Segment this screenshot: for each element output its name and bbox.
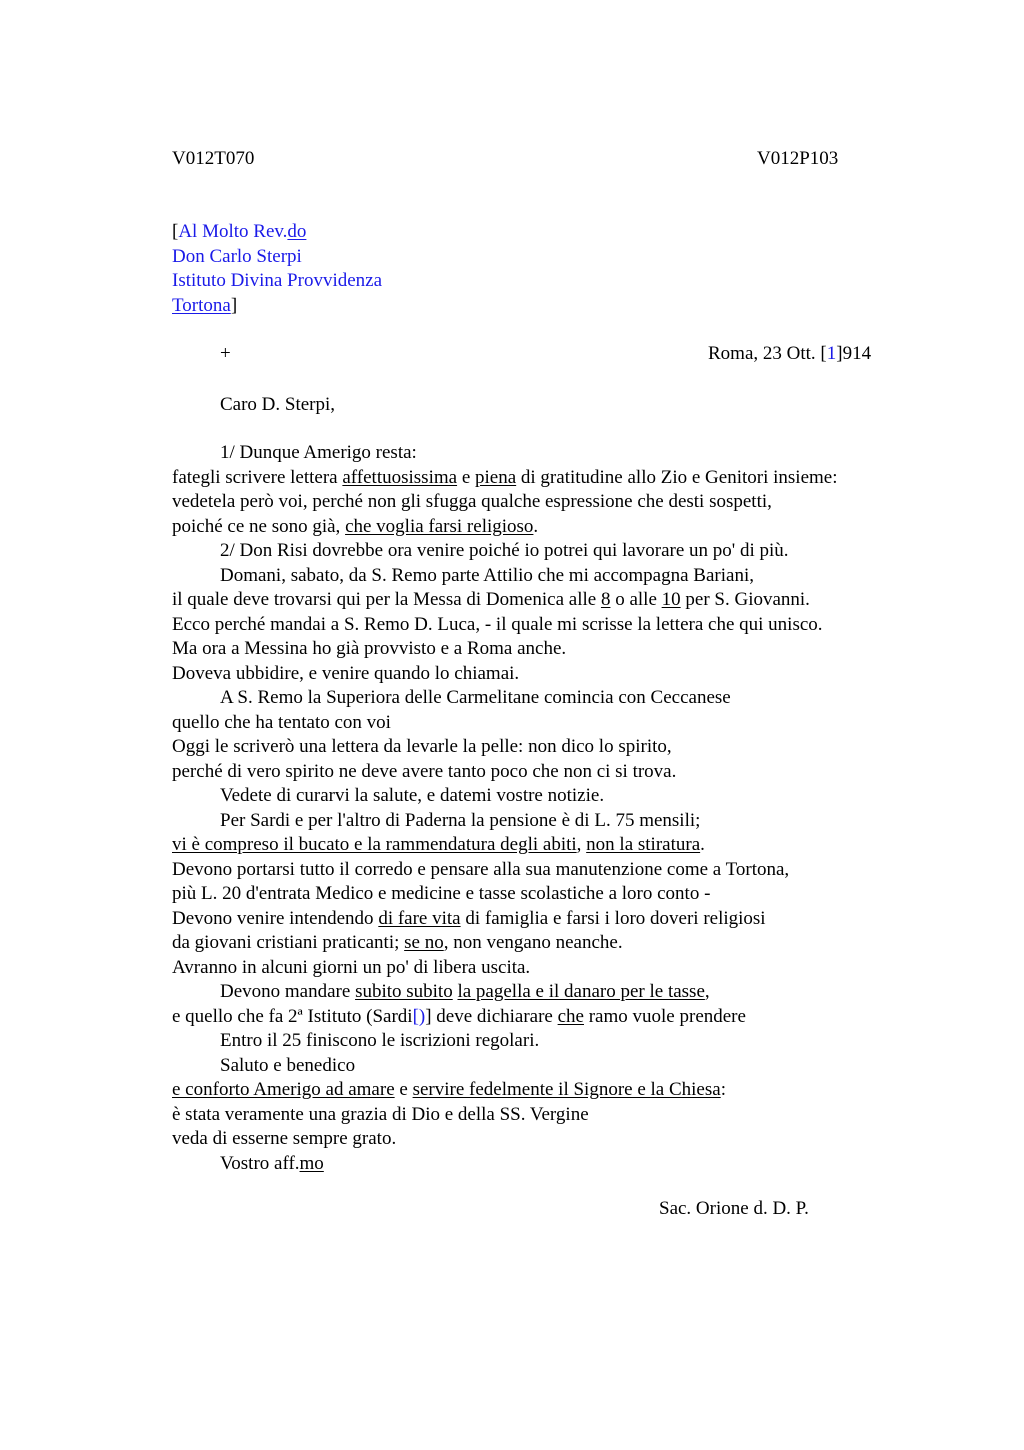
body-line: Entro il 25 finiscono le iscrizioni regolari. bbox=[220, 1030, 540, 1051]
body-line: vedetela però voi, perché non gli sfugga qualche espressione che desti sospetti, bbox=[172, 491, 772, 512]
body-line: Per Sardi e per l'altro di Paderna la pensione è di L. 75 mensili; bbox=[220, 809, 701, 831]
cross-symbol: + bbox=[220, 343, 231, 364]
signature: Sac. Orione d. D. P. bbox=[659, 1198, 809, 1219]
document-code-right: V012P103 bbox=[757, 148, 839, 169]
address-line-2: Don Carlo Sterpi bbox=[172, 245, 302, 267]
body-line: vi è compreso il bucato e la rammendatura degli abiti, non la stiratura. bbox=[172, 834, 705, 855]
body-line: veda di esserne sempre grato. bbox=[172, 1128, 397, 1149]
body-line: 1/ Dunque Amerigo resta: bbox=[220, 442, 417, 463]
address-line-3: Istituto Divina Provvidenza bbox=[172, 270, 383, 291]
body-line: Devono mandare subito subito la pagella e il danaro per le tasse, bbox=[220, 981, 710, 1002]
address-line-4: Tortona] bbox=[172, 294, 238, 316]
body-line: e conforto Amerigo ad amare e servire fedelmente il Signore e la Chiesa: bbox=[172, 1079, 726, 1100]
body-line: Saluto e benedico bbox=[220, 1054, 356, 1076]
body-line: Oggi le scriverò una lettera da levarle la pelle: non dico lo spirito, bbox=[172, 736, 672, 757]
body-line: poiché ce ne sono già, che voglia farsi religioso. bbox=[172, 515, 539, 537]
body-line: Avranno in alcuni giorni un po' di libera uscita. bbox=[172, 956, 531, 978]
body-line: quello che ha tentato con voi bbox=[172, 711, 391, 733]
address-line-1: [Al Molto Rev.do bbox=[172, 221, 307, 242]
body-line: da giovani cristiani praticanti; se no, non vengano neanche. bbox=[172, 932, 623, 953]
body-line: 2/ Don Risi dovrebbe ora venire poiché io potrei qui lavorare un po' di più. bbox=[220, 540, 789, 561]
body-line: perché di vero spirito ne deve avere tanto poco che non ci si trova. bbox=[172, 760, 677, 782]
body-line: Ma ora a Messina ho già provvisto e a Roma anche. bbox=[172, 638, 567, 659]
body-line: Devono venire intendendo di fare vita di famiglia e farsi i loro doveri religiosi bbox=[172, 907, 766, 929]
body-line: A S. Remo la Superiora delle Carmelitane comincia con Ceccanese bbox=[220, 687, 731, 708]
address-block bbox=[172, 220, 382, 318]
body-line: è stata veramente una grazia di Dio e della SS. Vergine bbox=[172, 1103, 589, 1125]
body-line: più L. 20 d'entrata Medico e medicine e tasse scolastiche a loro conto - bbox=[172, 883, 711, 904]
body-line: Devono portarsi tutto il corredo e pensare alla sua manutenzione come a Tortona, bbox=[172, 858, 790, 880]
body-line: Vedete di curarvi la salute, e datemi vostre notizie. bbox=[220, 785, 605, 806]
body-line: il quale deve trovarsi qui per la Messa di Domenica alle 8 o alle 10 per S. Giovanni. bbox=[172, 589, 810, 610]
body-line: e quello che fa 2ª Istituto (Sardi[)] deve dichiarare che ramo vuole prendere bbox=[172, 1005, 746, 1027]
body-line: Ecco perché mandai a S. Remo D. Luca, - il quale mi scrisse la lettera che qui unisco. bbox=[172, 613, 823, 635]
greeting: Caro D. Sterpi, bbox=[220, 394, 336, 415]
date-line: Roma, 23 Ott. [1]914 bbox=[708, 343, 872, 364]
body-line: fategli scrivere lettera affettuosissima e piena di gratitudine allo Zio e Genitori insieme: bbox=[172, 466, 838, 488]
closing-line: Vostro aff.mo bbox=[220, 1152, 324, 1174]
document-code-left: V012T070 bbox=[172, 148, 255, 169]
letter-body bbox=[172, 441, 838, 1176]
body-line: Domani, sabato, da S. Remo parte Attilio che mi accompagna Bariani, bbox=[220, 564, 754, 586]
body-line: Doveva ubbidire, e venire quando lo chiamai. bbox=[172, 662, 520, 684]
